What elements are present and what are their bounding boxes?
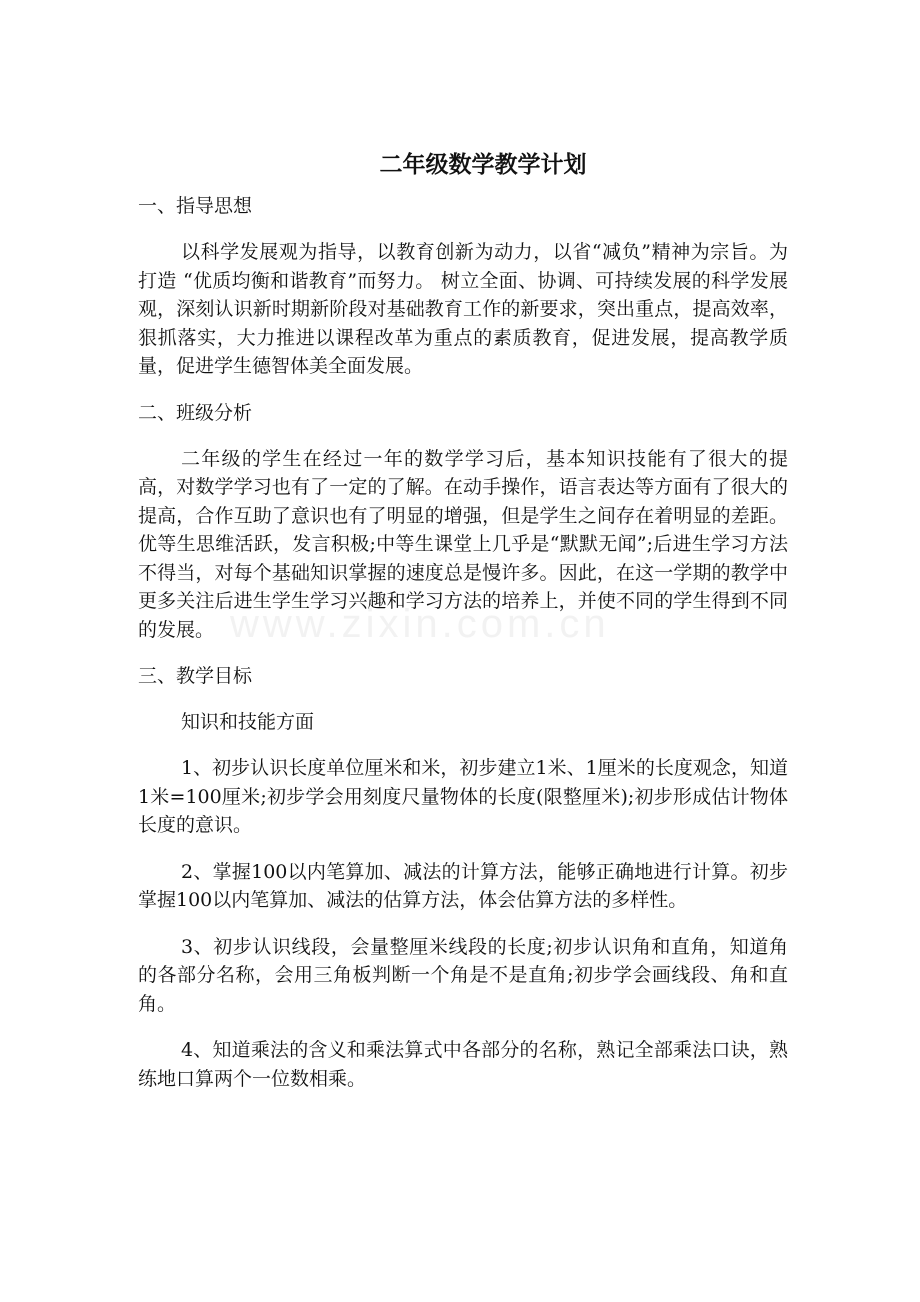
section-heading: 一、指导思想	[138, 195, 253, 217]
paragraph: 以科学发展观为指导，以教育创新为动力，以省“减负”精神为宗旨。为打造 “优质均衡和谐教育”而努力。 树立全面、协调、可持续发展的科学发展观，深刻认识新时期新阶段对基础教育工作的新要求，突出重点，提高效率，狠抓落实，大力推进以课程改革为重点的素质教育，促进发展，提高教学质量，促进学生德智体美全面发展。	[138, 241, 788, 377]
goal-item: 1、初步认识长度单位厘米和米，初步建立1米、1厘米的长度观念，知道1米=100厘米;初步学会用刻度尺量物体的长度(限整厘米);初步形成估计物体长度的意识。	[138, 757, 788, 836]
paragraph: 二年级的学生在经过一年的数学学习后，基本知识技能有了很大的提高，对数学学习也有了一定的了解。在动手操作，语言表达等方面有了很大的提高，合作互助了意识也有了明显的增强，但是学生之间存在着明显的差距。优等生思维活跃，发言积极;中等生课堂上几乎是“默默无闻”;后进生学习方法不得当，对每个基础知识掌握的速度总是慢许多。因此，在这一学期的教学中更多关注后进生学生学习兴趣和学习方法的培养上，并使不同的学生得到不同的发展。	[138, 447, 788, 641]
section-heading: 二、班级分析	[138, 401, 253, 424]
watermark: www.zixin.com.cn	[230, 602, 610, 646]
document-page	[138, 150, 788, 1111]
subheading: 知识和技能方面	[181, 711, 315, 733]
section-heading: 三、教学目标	[138, 665, 253, 687]
document-title: 二年级数学教学计划	[379, 151, 587, 178]
section-guiding-ideology	[138, 192, 788, 381]
goal-item: 4、知道乘法的含义和乘法算式中各部分的名称，熟记全部乘法口诀，熟练地口算两个一位数相乘。	[138, 1039, 788, 1090]
goal-item: 3、初步认识线段，会量整厘米线段的长度;初步认识角和直角，知道角的各部分名称，会用三角板判断一个角是不是直角;初步学会画线段、角和直角。	[138, 935, 788, 1015]
section-teaching-goals	[138, 662, 788, 1093]
section-class-analysis	[138, 399, 788, 645]
goal-item: 2、掌握100以内笔算加、减法的计算方法，能够正确地进行计算。初步掌握100以内笔算加、减法的估算方法，体会估算方法的多样性。	[138, 860, 788, 911]
